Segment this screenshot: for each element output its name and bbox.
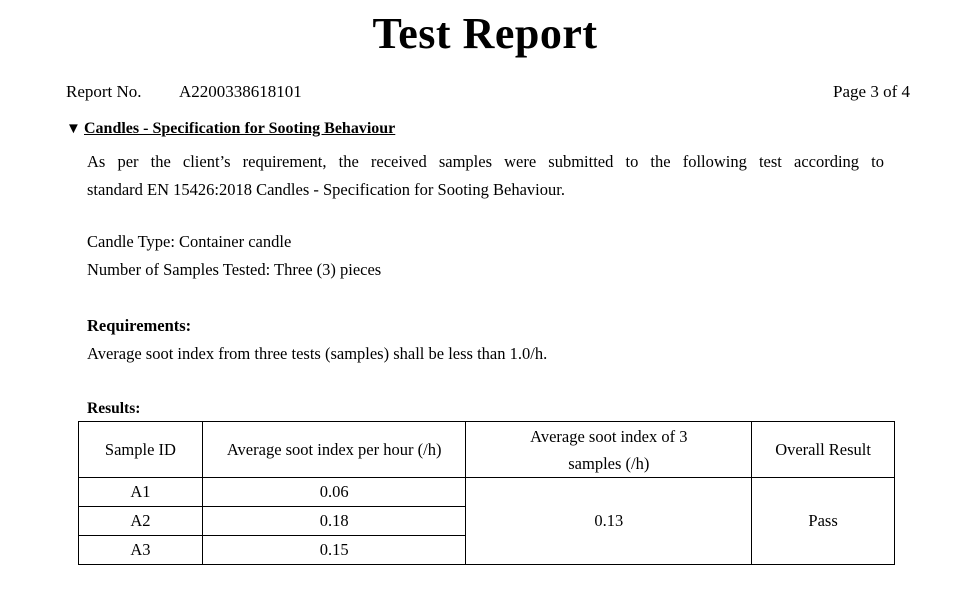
- header-sample-id: Sample ID: [79, 422, 203, 478]
- table-header-row: [79, 422, 895, 478]
- triangle-down-icon: ▼: [66, 121, 81, 137]
- soot-index-cell: 0.06: [202, 478, 466, 507]
- intro-line-2: standard EN 15426:2018 Candles - Specification for Sooting Behaviour.: [87, 180, 565, 199]
- sample-id-cell: A1: [79, 478, 203, 507]
- soot-index-cell: 0.15: [202, 536, 466, 565]
- sample-id-cell: A2: [79, 507, 203, 536]
- table-row: [79, 478, 895, 507]
- section-heading-text: Candles - Specification for Sooting Behaviour: [84, 120, 396, 137]
- intro-line-1: As per the client’s requirement, the received samples were submitted to the following test according to: [87, 152, 884, 171]
- results-heading: Results:: [87, 400, 141, 417]
- samples-tested-line: Number of Samples Tested: Three (3) pieces: [87, 260, 382, 279]
- results-table: [78, 421, 895, 565]
- sample-id-cell: A3: [79, 536, 203, 565]
- overall-result-cell: Pass: [752, 478, 895, 565]
- report-number-label: Report No.: [66, 82, 142, 101]
- header-soot-index-per-hour: Average soot index per hour (/h): [202, 422, 466, 478]
- report-number-value: A2200338618101: [179, 82, 302, 101]
- candle-type-line: Candle Type: Container candle: [87, 232, 292, 251]
- page-number: Page 3 of 4: [833, 82, 910, 101]
- header-overall-result: Overall Result: [752, 422, 895, 478]
- header-average-soot-index: Average soot index of 3 samples (/h): [466, 422, 752, 478]
- report-title: Test Report: [372, 9, 598, 58]
- soot-index-cell: 0.18: [202, 507, 466, 536]
- average-soot-index-cell: 0.13: [466, 478, 752, 565]
- section-heading: [66, 120, 395, 138]
- requirements-text: Average soot index from three tests (samples) shall be less than 1.0/h.: [87, 344, 548, 363]
- intro-paragraph: [87, 148, 884, 204]
- requirements-heading: Requirements:: [87, 316, 192, 335]
